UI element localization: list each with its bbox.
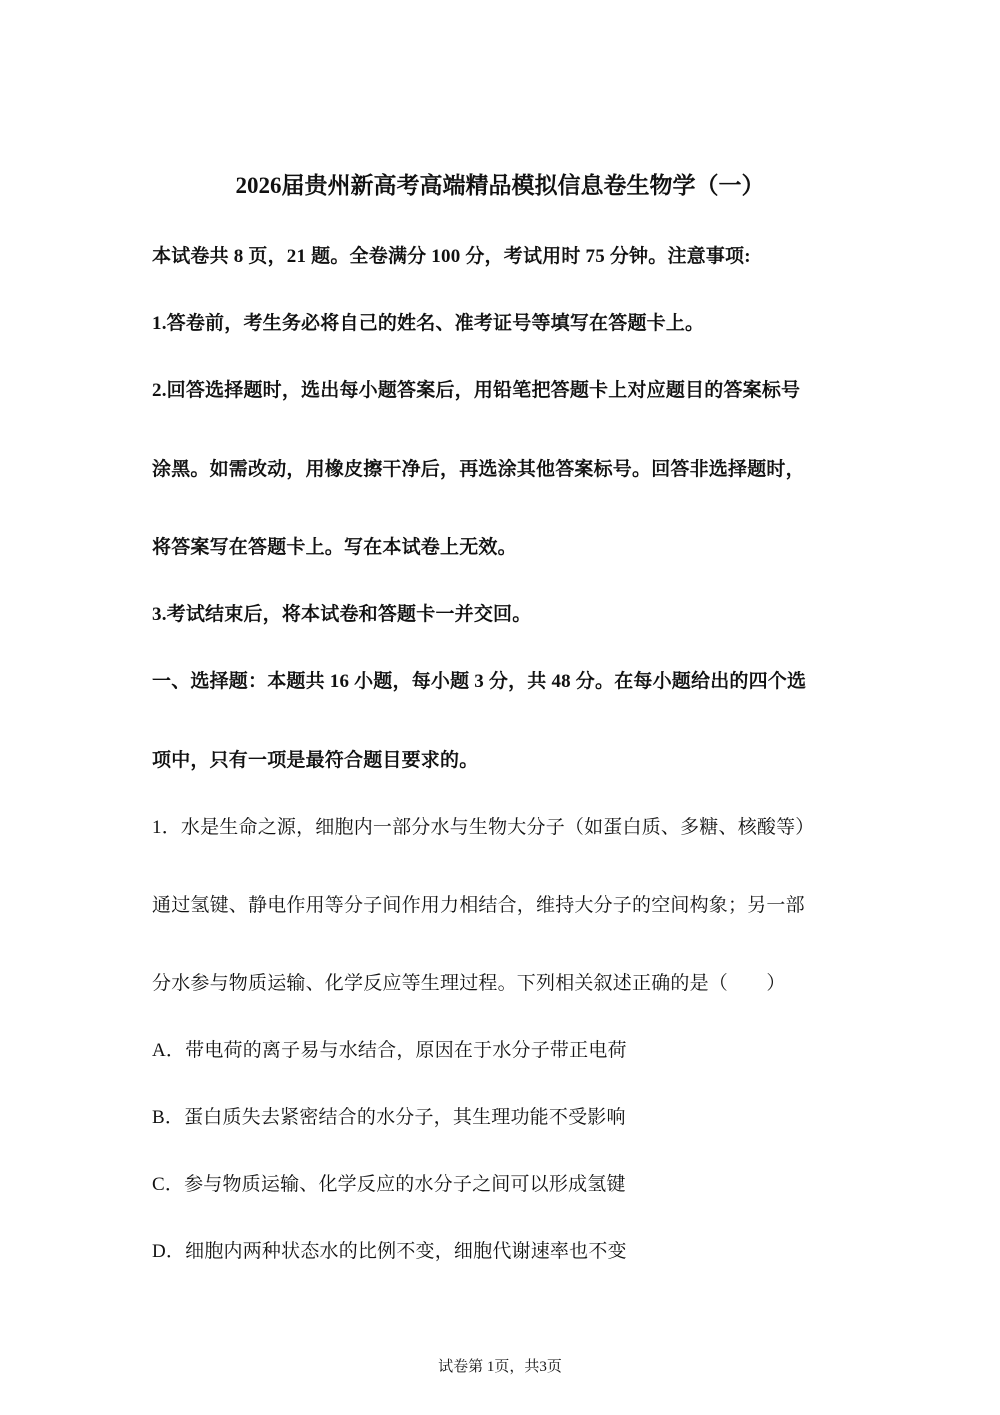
question-1-option-c: C．参与物质运输、化学反应的水分子之间可以形成氢键 [152, 1174, 626, 1195]
question-1-stem-line-2: 通过氢键、静电作用等分子间作用力相结合，维持大分子的空间构象；另一部 [152, 895, 805, 916]
page-footer: 试卷第 1页，共3页 [438, 1359, 562, 1375]
question-1-option-a: A．带电荷的离子易与水结合，原因在于水分子带正电荷 [152, 1040, 627, 1061]
section-heading-line-1: 一、选择题：本题共 16 小题，每小题 3 分，共 48 分。在每小题给出的四个选 [152, 671, 807, 692]
question-1-option-d: D．细胞内两种状态水的比例不变，细胞代谢速率也不变 [152, 1241, 627, 1262]
note-1: 1.答卷前，考生务必将自己的姓名、准考证号等填写在答题卡上。 [152, 313, 705, 334]
section-heading-line-2: 项中，只有一项是最符合题目要求的。 [152, 750, 479, 771]
question-1-option-b: B．蛋白质失去紧密结合的水分子，其生理功能不受影响 [152, 1107, 626, 1128]
note-2-line-2: 涂黑。如需改动，用橡皮擦干净后，再选涂其他答案标号。回答非选择题时， [152, 459, 805, 480]
question-1-stem-line-3: 分水参与物质运输、化学反应等生理过程。下列相关叙述正确的是（ ） [152, 973, 786, 994]
note-2-line-3: 将答案写在答题卡上。写在本试卷上无效。 [152, 537, 517, 558]
note-2-line-1: 2.回答选择题时，选出每小题答案后，用铅笔把答题卡上对应题目的答案标号 [152, 380, 801, 401]
note-3: 3.考试结束后，将本试卷和答题卡一并交回。 [152, 604, 532, 625]
exam-intro: 本试卷共 8 页，21 题。全卷满分 100 分，考试用时 75 分钟。注意事项: [152, 246, 751, 267]
question-1-stem-line-1: 1．水是生命之源，细胞内一部分水与生物大分子（如蛋白质、多糖、核酸等） [152, 817, 815, 838]
exam-title: 2026届贵州新高考高端精品模拟信息卷生物学（一） [235, 173, 765, 198]
